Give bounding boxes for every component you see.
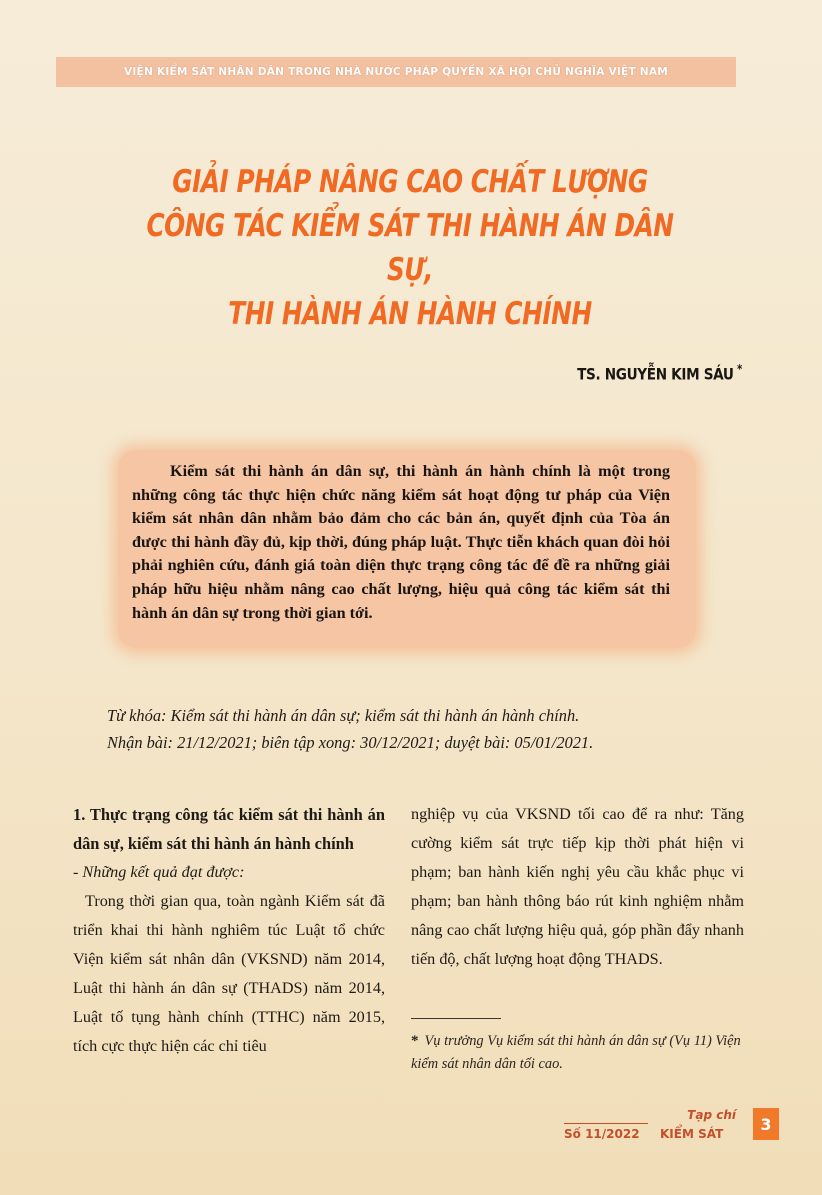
title-line-3: THI HÀNH ÁN HÀNH CHÍNH — [228, 296, 592, 332]
title-line-2: CÔNG TÁC KIỂM SÁT THI HÀNH ÁN DÂN SỰ, — [146, 208, 674, 288]
page-number: 3 — [760, 1114, 772, 1134]
header-banner — [56, 57, 736, 87]
footer-rule — [564, 1123, 648, 1124]
footer-magazine-name: KIỂM SÁT — [660, 1127, 724, 1141]
header-banner-text: VIỆN KIỂM SÁT NHÂN DÂN TRONG NHÀ NƯỚC PHÁP QUYỀN XÃ HỘI CHỦ NGHĨA VIỆT NAM — [124, 66, 668, 78]
footnote-text: Vụ trưởng Vụ kiểm sát thi hành án dân sự (Vụ 11) Viện kiểm sát nhân dân tối cao. — [411, 1033, 741, 1072]
page-footer — [560, 1108, 776, 1148]
author-name: TS. NGUYỄN KIM SÁU — [577, 364, 734, 384]
abstract-text: Kiểm sát thi hành án dân sự, thi hành án hành chính là một trong những công tác thực hiện chức năng kiểm sát hoạt động tư pháp của Viện kiểm sát nhân dân nhằm bảo đảm cho các bản án, quyết định của Tòa án được thi hành đầy đủ, kịp thời, đúng pháp luật. Thực tiễn khách quan đòi hỏi phải nghiên cứu, đánh giá toàn diện thực trạng công tác để đề ra những giải pháp hữu hiệu nhằm nâng cao chất lượng, hiệu quả công tác kiểm sát thi hành án dân sự trong thời gian tới. — [132, 462, 670, 622]
right-paragraph: nghiệp vụ của VKSND tối cao để ra như: Tăng cường kiểm sát trực tiếp kịp thời phát hiện vi phạm; ban hành kiến nghị yêu cầu khắc phục vi phạm; ban hành thông báo rút kinh nghiệm nhằm nâng cao chất lượng hiệu quả, góp phần đẩy nhanh tiến độ, chất lượng hoạt động THADS. — [411, 805, 744, 968]
footnote-marker: * — [411, 1033, 419, 1049]
title-line-1: GIẢI PHÁP NÂNG CAO CHẤT LƯỢNG — [172, 164, 648, 200]
article-title — [130, 160, 690, 336]
left-column — [73, 800, 385, 1061]
dates-line: Nhận bài: 21/12/2021; biên tập xong: 30/12/2021; duyệt bài: 05/01/2021. — [107, 733, 594, 752]
footnote — [411, 1030, 747, 1076]
footnote-divider — [411, 1018, 501, 1019]
keywords-block — [107, 702, 727, 756]
subheading: - Những kết quả đạt được: — [73, 863, 245, 881]
keywords-line: Từ khóa: Kiểm sát thi hành án dân sự; kiểm sát thi hành án hành chính. — [107, 706, 580, 725]
right-column — [411, 800, 744, 974]
page-number-badge — [753, 1108, 779, 1140]
author-footnote-mark: * — [736, 362, 742, 376]
author-byline — [577, 362, 742, 383]
footer-label: Tạp chí — [687, 1108, 736, 1122]
footer-issue: Số 11/2022 — [564, 1127, 640, 1141]
left-paragraph: Trong thời gian qua, toàn ngành Kiểm sát đã triển khai thi hành nghiêm túc Luật tổ chức Viện kiểm sát nhân dân (VKSND) năm 2014, Luật thi hành án dân sự (THADS) năm 2014, Luật tố tụng hành chính (TTHC) năm 2015, tích cực thực hiện các chỉ tiêu — [73, 892, 385, 1055]
section-heading: 1. Thực trạng công tác kiểm sát thi hành án dân sự, kiểm sát thi hành án hành chính — [73, 805, 385, 853]
